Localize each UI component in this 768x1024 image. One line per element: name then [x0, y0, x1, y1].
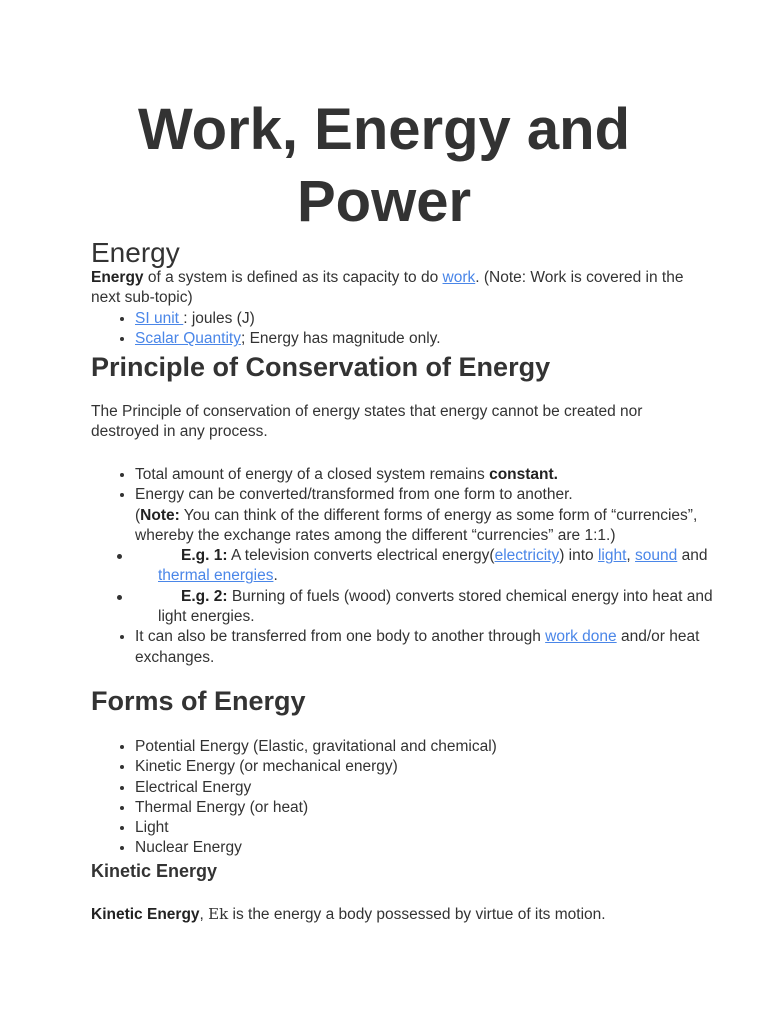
list-item — [135, 587, 735, 628]
energy-def-text-2: . (Note: Work is covered in the next sub-topic) — [91, 269, 684, 306]
conservation-bullet-list — [91, 465, 735, 668]
kinetic-heading: Kinetic Energy — [91, 861, 218, 881]
page-title: Work, Energy and Power — [137, 97, 631, 234]
note-open: ( — [135, 506, 141, 524]
list-item: • Light — [135, 818, 735, 838]
transfer-text-2: and/or heat exchanges. — [135, 628, 700, 666]
list-item: • Thermal Energy (or heat) — [135, 798, 735, 818]
list-item — [135, 309, 735, 329]
kinetic-term: Kinetic Energy — [91, 906, 200, 923]
scalar-quantity-link[interactable]: Scalar Quantity — [135, 330, 241, 348]
constant-bold: constant. — [489, 466, 558, 483]
list-item: • Electrical Energy — [135, 778, 735, 798]
examples-list — [135, 546, 735, 627]
list-item — [135, 465, 735, 485]
note-label: Note: — [140, 506, 180, 524]
energy-def-text-1: of a system is defined as its capacity to do — [143, 269, 443, 286]
note-text: You can think of the different forms of energy as some form of “currencies”, whereby the exchange rates among the different “currencies” are 1:1.) — [135, 506, 698, 544]
eg1-text-4: and — [677, 547, 708, 565]
thermal-energies-link[interactable]: thermal energies — [158, 567, 274, 585]
forms-list — [91, 737, 735, 859]
transfer-text-1: It can also be transferred from one body to another through — [135, 628, 546, 646]
eg2-text: Burning of fuels (wood) converts stored chemical energy into heat and light energies. — [158, 587, 713, 626]
list-item: • Kinetic Energy (or mechanical energy) — [135, 757, 735, 777]
energy-definition — [91, 268, 691, 308]
energy-heading: Energy — [91, 237, 180, 268]
si-unit-link[interactable]: SI unit — [135, 310, 184, 327]
list-item: • Potential Energy (Elastic, gravitational and chemical) — [135, 737, 735, 757]
work-link[interactable]: work — [442, 269, 476, 286]
eg1-text-2: ) into — [559, 547, 598, 565]
eg1-text-1: A television converts electrical energy( — [227, 547, 495, 565]
kinetic-comma: , — [199, 906, 209, 923]
list-item — [135, 627, 735, 668]
list-item: • Nuclear Energy — [135, 838, 735, 858]
conservation-paragraph: The Principle of conservation of energy states that energy cannot be created nor destroyed in any process. — [91, 403, 643, 440]
ek-symbol: Ek — [208, 905, 229, 923]
eg1-label: E.g. 1: — [181, 547, 228, 565]
energy-bullet-list — [91, 309, 735, 350]
closed-system-text: Total amount of energy of a closed system remains — [135, 466, 490, 483]
conservation-heading: Principle of Conservation of Energy — [91, 352, 551, 382]
eg1-text-3: , — [626, 547, 636, 565]
kinetic-definition — [91, 904, 691, 925]
electricity-link[interactable]: electricity — [494, 547, 560, 565]
si-unit-text: : joules (J) — [183, 310, 255, 327]
eg2-label: E.g. 2: — [181, 587, 228, 605]
list-item — [135, 329, 735, 349]
kinetic-text: is the energy a body possessed by virtue of its motion. — [228, 906, 606, 923]
energy-term: Energy — [91, 269, 144, 286]
converted-text: Energy can be converted/transformed from one form to another. — [135, 486, 573, 504]
forms-heading: Forms of Energy — [91, 686, 306, 716]
scalar-quantity-text: ; Energy has magnitude only. — [240, 330, 441, 348]
work-done-link[interactable]: work done — [545, 628, 617, 646]
list-item — [135, 546, 735, 587]
list-item — [135, 485, 735, 627]
light-link[interactable]: light — [597, 547, 627, 565]
eg1-text-5: . — [273, 567, 278, 585]
sound-link[interactable]: sound — [635, 547, 678, 565]
